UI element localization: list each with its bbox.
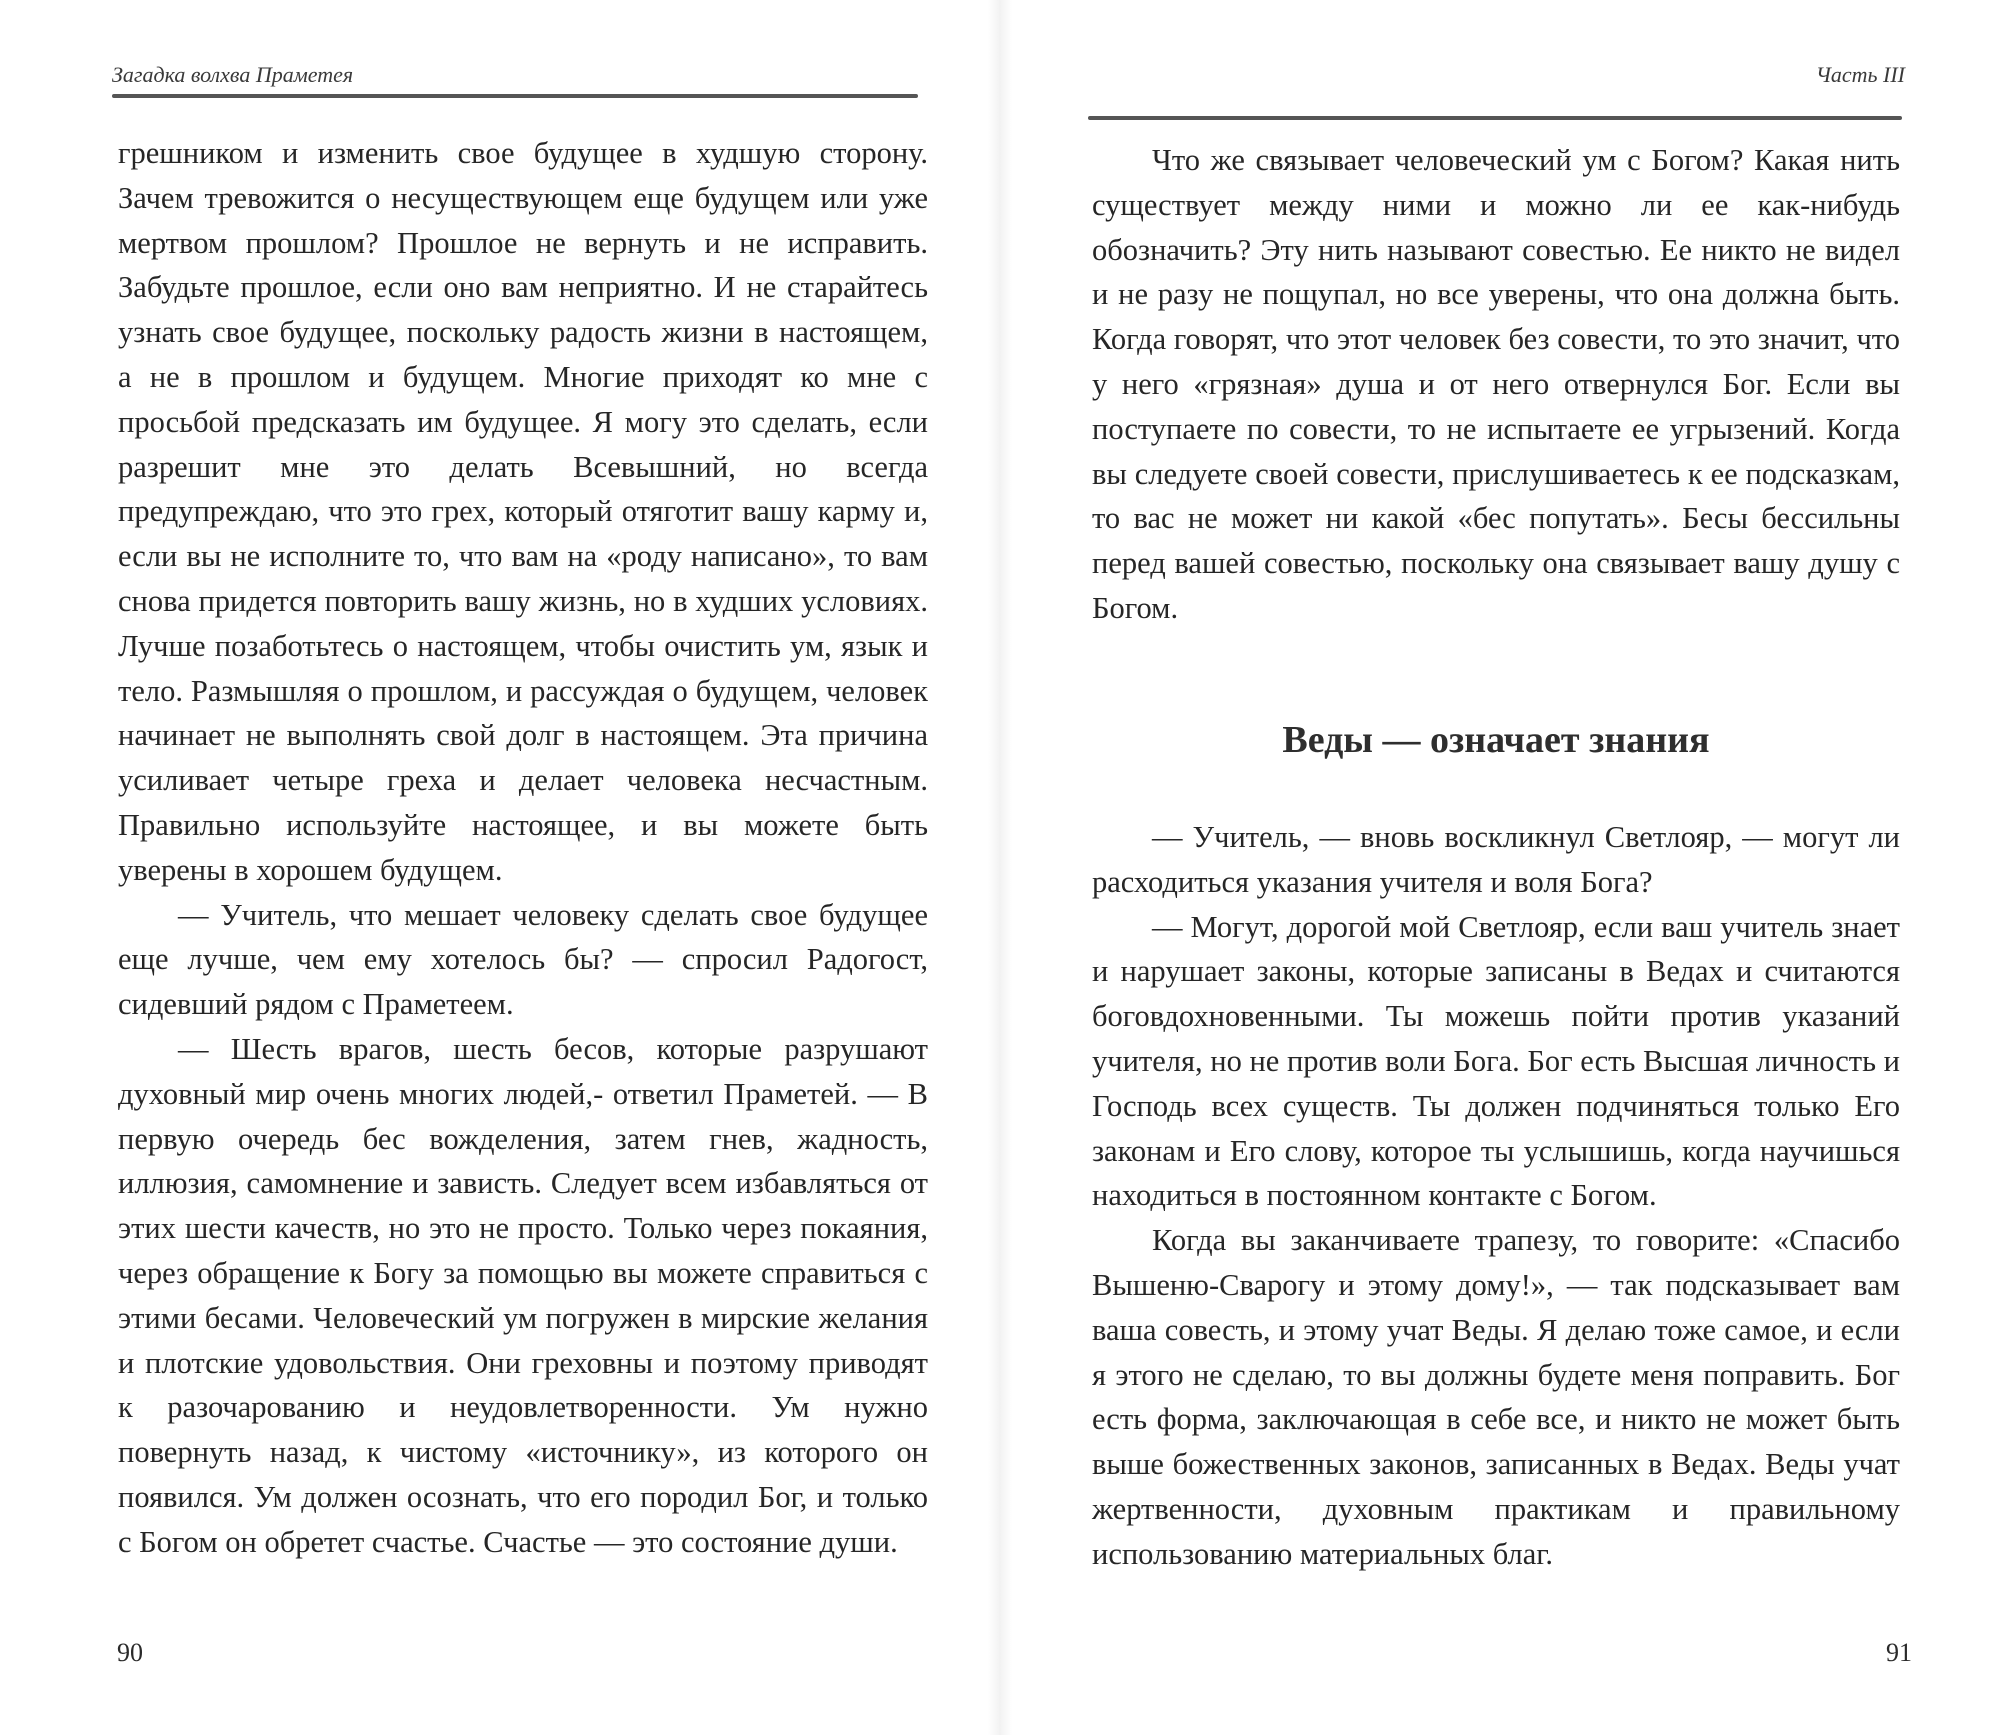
right-page-body-bottom (1092, 815, 1900, 1577)
page-number: 91 (1886, 1638, 1912, 1667)
running-head-book-title: Загадка волхва Праметея (112, 62, 354, 87)
header-rule (1088, 116, 1902, 120)
paragraph: Что же связывает человеческий ум с Богом? Какая нить существует между ними и можно ли ее как-нибудь обозначить? Эту нить называют совестью. Ее никто не видел и не разу не пощупал, но все уверены, что она должна быть. Когда говорят, что этот человек без совести, то это значит, что у него «грязная» душа и от него отвернулся Бог. Если вы поступаете по совести, то не испытаете ее угрызений. Когда вы следуете своей совести, прислушиваетесь к ее подсказкам, то вас не может ни какой «бес попутать». Бесы бессильны перед вашей совестью, поскольку она связывает вашу душу с Богом. (1092, 143, 1900, 625)
paragraph: — Учитель, что мешает человеку сделать свое будущее еще лучше, чем ему хотелось бы? — спросил Радогост, сидевший рядом с Праметеем. (118, 897, 928, 1022)
right-page-body-top (1092, 138, 1900, 631)
paragraph: грешником и изменить свое будущее в худшую сторону. Зачем тревожится о несуществующем еще будущем или уже мертвом прошлом? Прошлое не вернуть и не исправить. Забудьте прошлое, если оно вам неприятно. И не старайтесь узнать свое будущее, поскольку радость жизни в настоящем, а не в прошлом и будущем. Многие приходят ко мне с просьбой предсказать им будущее. Я могу это сделать, если разрешит мне это делать Всевышний, но всегда предупреждаю, что это грех, который отяготит вашу карму и, если вы не исполните то, что вам на «роду написано», то вам снова придется повторить вашу жизнь, но в худших условиях. Лучше позаботьтесь о настоящем, чтобы очистить ум, язык и тело. Размышляя о прошлом, и рассуждая о будущем, человек начинает не выполнять свой долг в настоящем. Эта причина усиливает четыре греха и делает человека несчастным. Правильно используйте настоящее, и вы можете быть уверены в хорошем будущем. (118, 136, 928, 887)
running-head-part: Часть III (1815, 62, 1905, 87)
section-heading: Веды — означает знания (1282, 719, 1710, 761)
paragraph: — Могут, дорогой мой Светлояр, если ваш учитель знает и нарушает законы, которые записаны в Ведах и считаются боговдохновенными. Ты можешь пойти против указаний учителя, но не против воли Бога. Бог есть Высшая личность и Господь всех существ. Ты должен подчиняться только Его законам и Его слову, которое ты услышишь, когда научишься находиться в постоянном контакте с Богом. (1092, 909, 1900, 1213)
page-number: 90 (117, 1638, 143, 1667)
paragraph: — Шесть врагов, шесть бесов, которые разрушают духовный мир очень многих людей,- ответил Праметей. — В первую очередь бес вожделения, затем гнев, жадность, иллюзия, самомнение и зависть. Следует всем избавляться от этих шести качеств, но это не просто. Только через покаяния, через обращение к Богу за помощью вы можете справиться с этими бесами. Человеческий ум погружен в мирские желания и плотские удовольствия. Они греховны и поэтому приводят к разочарованию и неудовлетворенности. Ум нужно повернуть назад, к чистому «источнику», из которого он появился. Ум должен осознать, что его породил Бог, и только с Богом он обретет счастье. Счастье — это состояние души. (118, 1031, 928, 1559)
paragraph: — Учитель, — вновь воскликнул Светлояр, — могут ли расходиться указания учителя и воля Бога? (1092, 820, 1900, 899)
paragraph: Когда вы заканчиваете трапезу, то говорите: «Спасибо Вышеню-Сварогу и этому дому!», — так подсказывает вам ваша совесть, и этому учат Веды. Я делаю тоже самое, и если я этого не сделаю, то вы должны будете меня поправить. Бог есть форма, заключающая в себе все, и никто не может быть выше божественных законов, записанных в Ведах. Веды учат жертвенности, духовным практикам и правильному использованию материальных благ. (1092, 1223, 1900, 1571)
left-page-body (118, 131, 928, 1565)
right-page (1000, 0, 2000, 1735)
header-rule (112, 94, 918, 98)
